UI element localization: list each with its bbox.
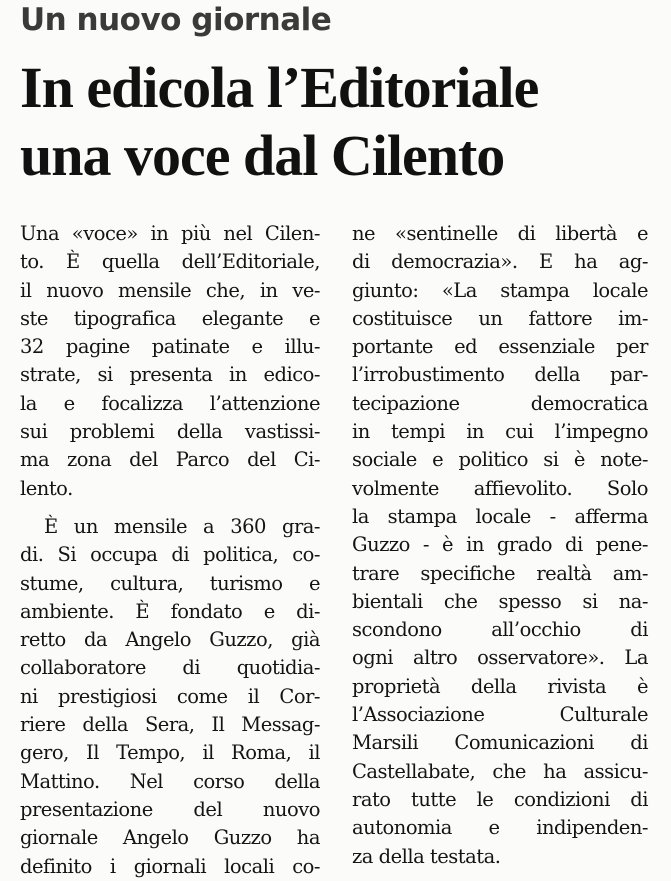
text-line: il nuovo mensile che, in ve- — [20, 278, 320, 302]
text-line: autonomia e indipenden- — [352, 816, 648, 840]
text-line: gero, Il Tempo, il Roma, il — [20, 741, 320, 765]
text-line: ne «sentinelle di libertà e — [352, 222, 648, 245]
text-line: ambiente. È fondato e di- — [20, 599, 320, 623]
text-line: collaboratore di quotidia- — [20, 656, 320, 680]
text-line: lento. — [20, 476, 73, 500]
text-line: ogni altro osservatore». La — [352, 646, 648, 670]
text-line: ma zona del Parco del Ci- — [20, 448, 320, 472]
text-line: strate, si presenta in edico- — [20, 363, 320, 387]
text-line: sui problemi della vastissi- — [20, 420, 320, 444]
text-line: Guzzo - è in grado di pene- — [352, 533, 648, 557]
text-line: riere della Sera, Il Messag- — [20, 713, 320, 737]
text-line: presentazione del nuovo — [20, 797, 320, 821]
paragraph-1 — [20, 220, 320, 503]
text-line: bientali che spesso si na- — [352, 589, 648, 613]
text-line: portante ed essenziale per — [352, 335, 648, 359]
text-line: giunto: «La stampa locale — [352, 278, 648, 302]
text-line: Una «voce» in più nel Cilen- — [20, 222, 320, 245]
text-line: 32 pagine patinate e illu- — [20, 335, 320, 359]
text-line: rato tutte le condizioni di — [352, 787, 648, 811]
kicker: Un nuovo giornale — [20, 2, 332, 38]
text-line: definito i giornali locali co- — [20, 854, 320, 878]
text-line: to. È quella dell’Editoriale, — [20, 250, 320, 274]
text-line: di democrazia». E ha ag- — [352, 250, 648, 274]
headline — [20, 54, 660, 190]
text-line: costituisce un fattore im- — [352, 306, 648, 330]
text-line: in tempi in cui l’impegno — [352, 420, 648, 444]
article-column-right — [352, 220, 648, 871]
text-line: la stampa locale - afferma — [352, 504, 648, 528]
text-line: la e focalizza l’attenzione — [20, 391, 320, 415]
text-line: stume, cultura, turismo e — [20, 571, 320, 595]
article-column-left — [20, 220, 320, 881]
text-line: giornale Angelo Guzzo ha — [20, 826, 320, 850]
text-line: trare specifiche realtà am- — [352, 561, 648, 585]
text-line: l’Associazione Culturale — [352, 703, 648, 727]
text-line: za della testata. — [352, 844, 501, 868]
text-line: di. Si occupa di politica, co- — [20, 543, 320, 567]
headline-line-2: una voce dal Cilento — [20, 123, 505, 188]
text-line: ste tipografica elegante e — [20, 306, 320, 330]
text-line: scondono all’occhio di — [352, 618, 648, 642]
text-line: ni prestigiosi come il Cor- — [20, 684, 320, 708]
text-line: È un mensile a 360 gra- — [44, 514, 320, 538]
headline-line-1: In edicola l’Editoriale — [20, 55, 539, 120]
text-line: sociale e politico si è note- — [352, 448, 648, 472]
text-line: proprietà della rivista è — [352, 674, 648, 698]
text-line: Mattino. Nel corso della — [20, 769, 320, 793]
text-line: retto da Angelo Guzzo, già — [20, 628, 320, 652]
text-line: volmente affievolito. Solo — [352, 476, 648, 500]
text-line: tecipazione democratica — [352, 391, 648, 415]
paragraph-2 — [20, 513, 320, 881]
text-line: l’irrobustimento della par- — [352, 363, 648, 387]
text-line: Castellabate, che ha assicu- — [352, 759, 648, 783]
text-line: Marsili Comunicazioni di — [352, 731, 648, 755]
